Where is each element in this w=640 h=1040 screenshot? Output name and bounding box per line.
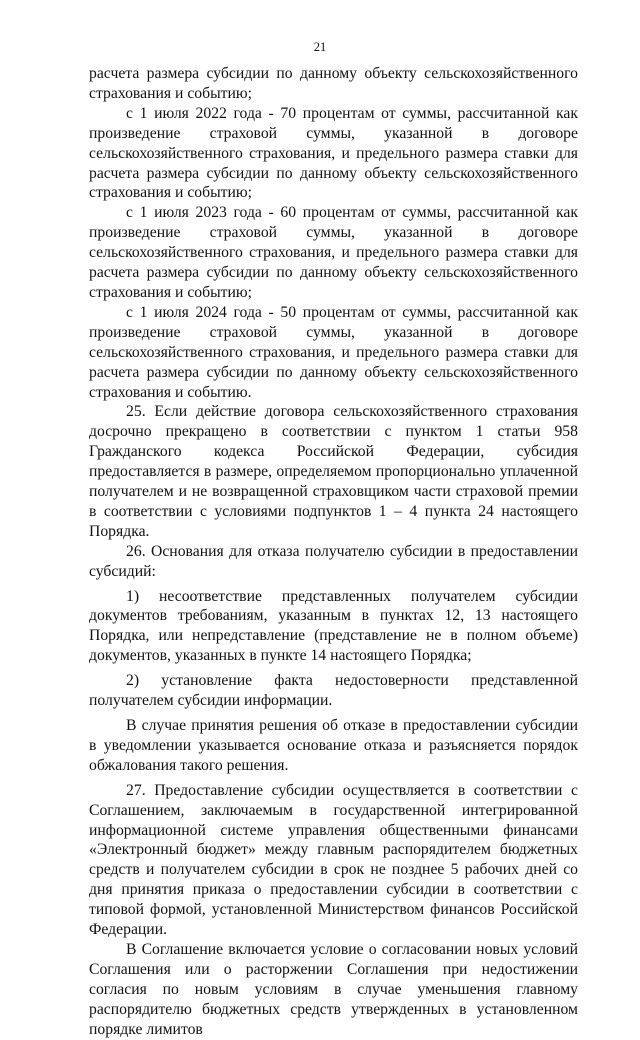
paragraph-clause-27: 27. Предоставление субсидии осуществляется в соответствии с Соглашением, заключаемым в государственной интегрированной информационной системе управления общественными финансами «Электронный бюджет» между главным распорядителем бюджетных средств и получателем субсидии в срок не позднее 5 рабочих дней со дня принятия приказа о предоставлении субсидии в соответствии с типовой формой, установленной Министерством финансов Российской Федерации. xyxy=(89,781,578,939)
list-item: 2) установление факта недостоверности представленной получателем субсидии информации. xyxy=(89,672,578,710)
paragraph: В Соглашение включается условие о согласовании новых условий Соглашения или о расторжении Соглашения при недостижении согласия по новым условиям в случае уменьшения главному распорядителю бюджетных средств утвержденных в установленном порядке лимитов xyxy=(89,940,578,1038)
page-number: 21 xyxy=(313,40,327,54)
list-item: 1) несоответствие представленных получателем субсидии документов требованиям, указанным в пунктах 12, 13 настоящего Порядка, или непредставление (представление не в полном объеме) документов, указанных в пункте 14 настоящего Порядка; xyxy=(89,587,578,665)
paragraph-clause-25: 25. Если действие договора сельскохозяйственного страхования досрочно прекращено в соответствии с пунктом 1 статьи 958 Гражданского кодекса Российской Федерации, субсидия предоставляется в размере, определяемом пропорционально уплаченной получателем и не возвращенной страховщиком части страховой премии в соответствии с условиями подпунктов 1 – 4 пункта 24 настоящего Порядка. xyxy=(89,403,578,540)
document-body xyxy=(89,64,578,1040)
paragraph: расчета размера субсидии по данному объекту сельскохозяйственного страхования и событию; xyxy=(89,65,578,102)
paragraph: В случае принятия решения об отказе в предоставлении субсидии в уведомлении указывается основание отказа и разъясняется порядок обжалования такого решения. xyxy=(89,717,578,774)
paragraph-clause-26: 26. Основания для отказа получателю субсидии в предоставлении субсидий: xyxy=(89,542,578,580)
paragraph: с 1 июля 2024 года - 50 процентам от суммы, рассчитанной как произведение страховой суммы, указанной в договоре сельскохозяйственного страхования, и предельного размера ставки для расчета размера субсидии по данному объекту сельскохозяйственного страхования и событию. xyxy=(89,303,578,401)
paragraph: с 1 июля 2023 года - 60 процентам от суммы, рассчитанной как произведение страховой суммы, указанной в договоре сельскохозяйственного страхования, и предельного размера ставки для расчета размера субсидии по данному объекту сельскохозяйственного страхования и событию; xyxy=(89,204,578,301)
paragraph: с 1 июля 2022 года - 70 процентам от суммы, рассчитанной как произведение страховой суммы, указанной в договоре сельскохозяйственного страхования, и предельного размера ставки для расчета размера субсидии по данному объекту сельскохозяйственного страхования и событию; xyxy=(89,104,578,202)
